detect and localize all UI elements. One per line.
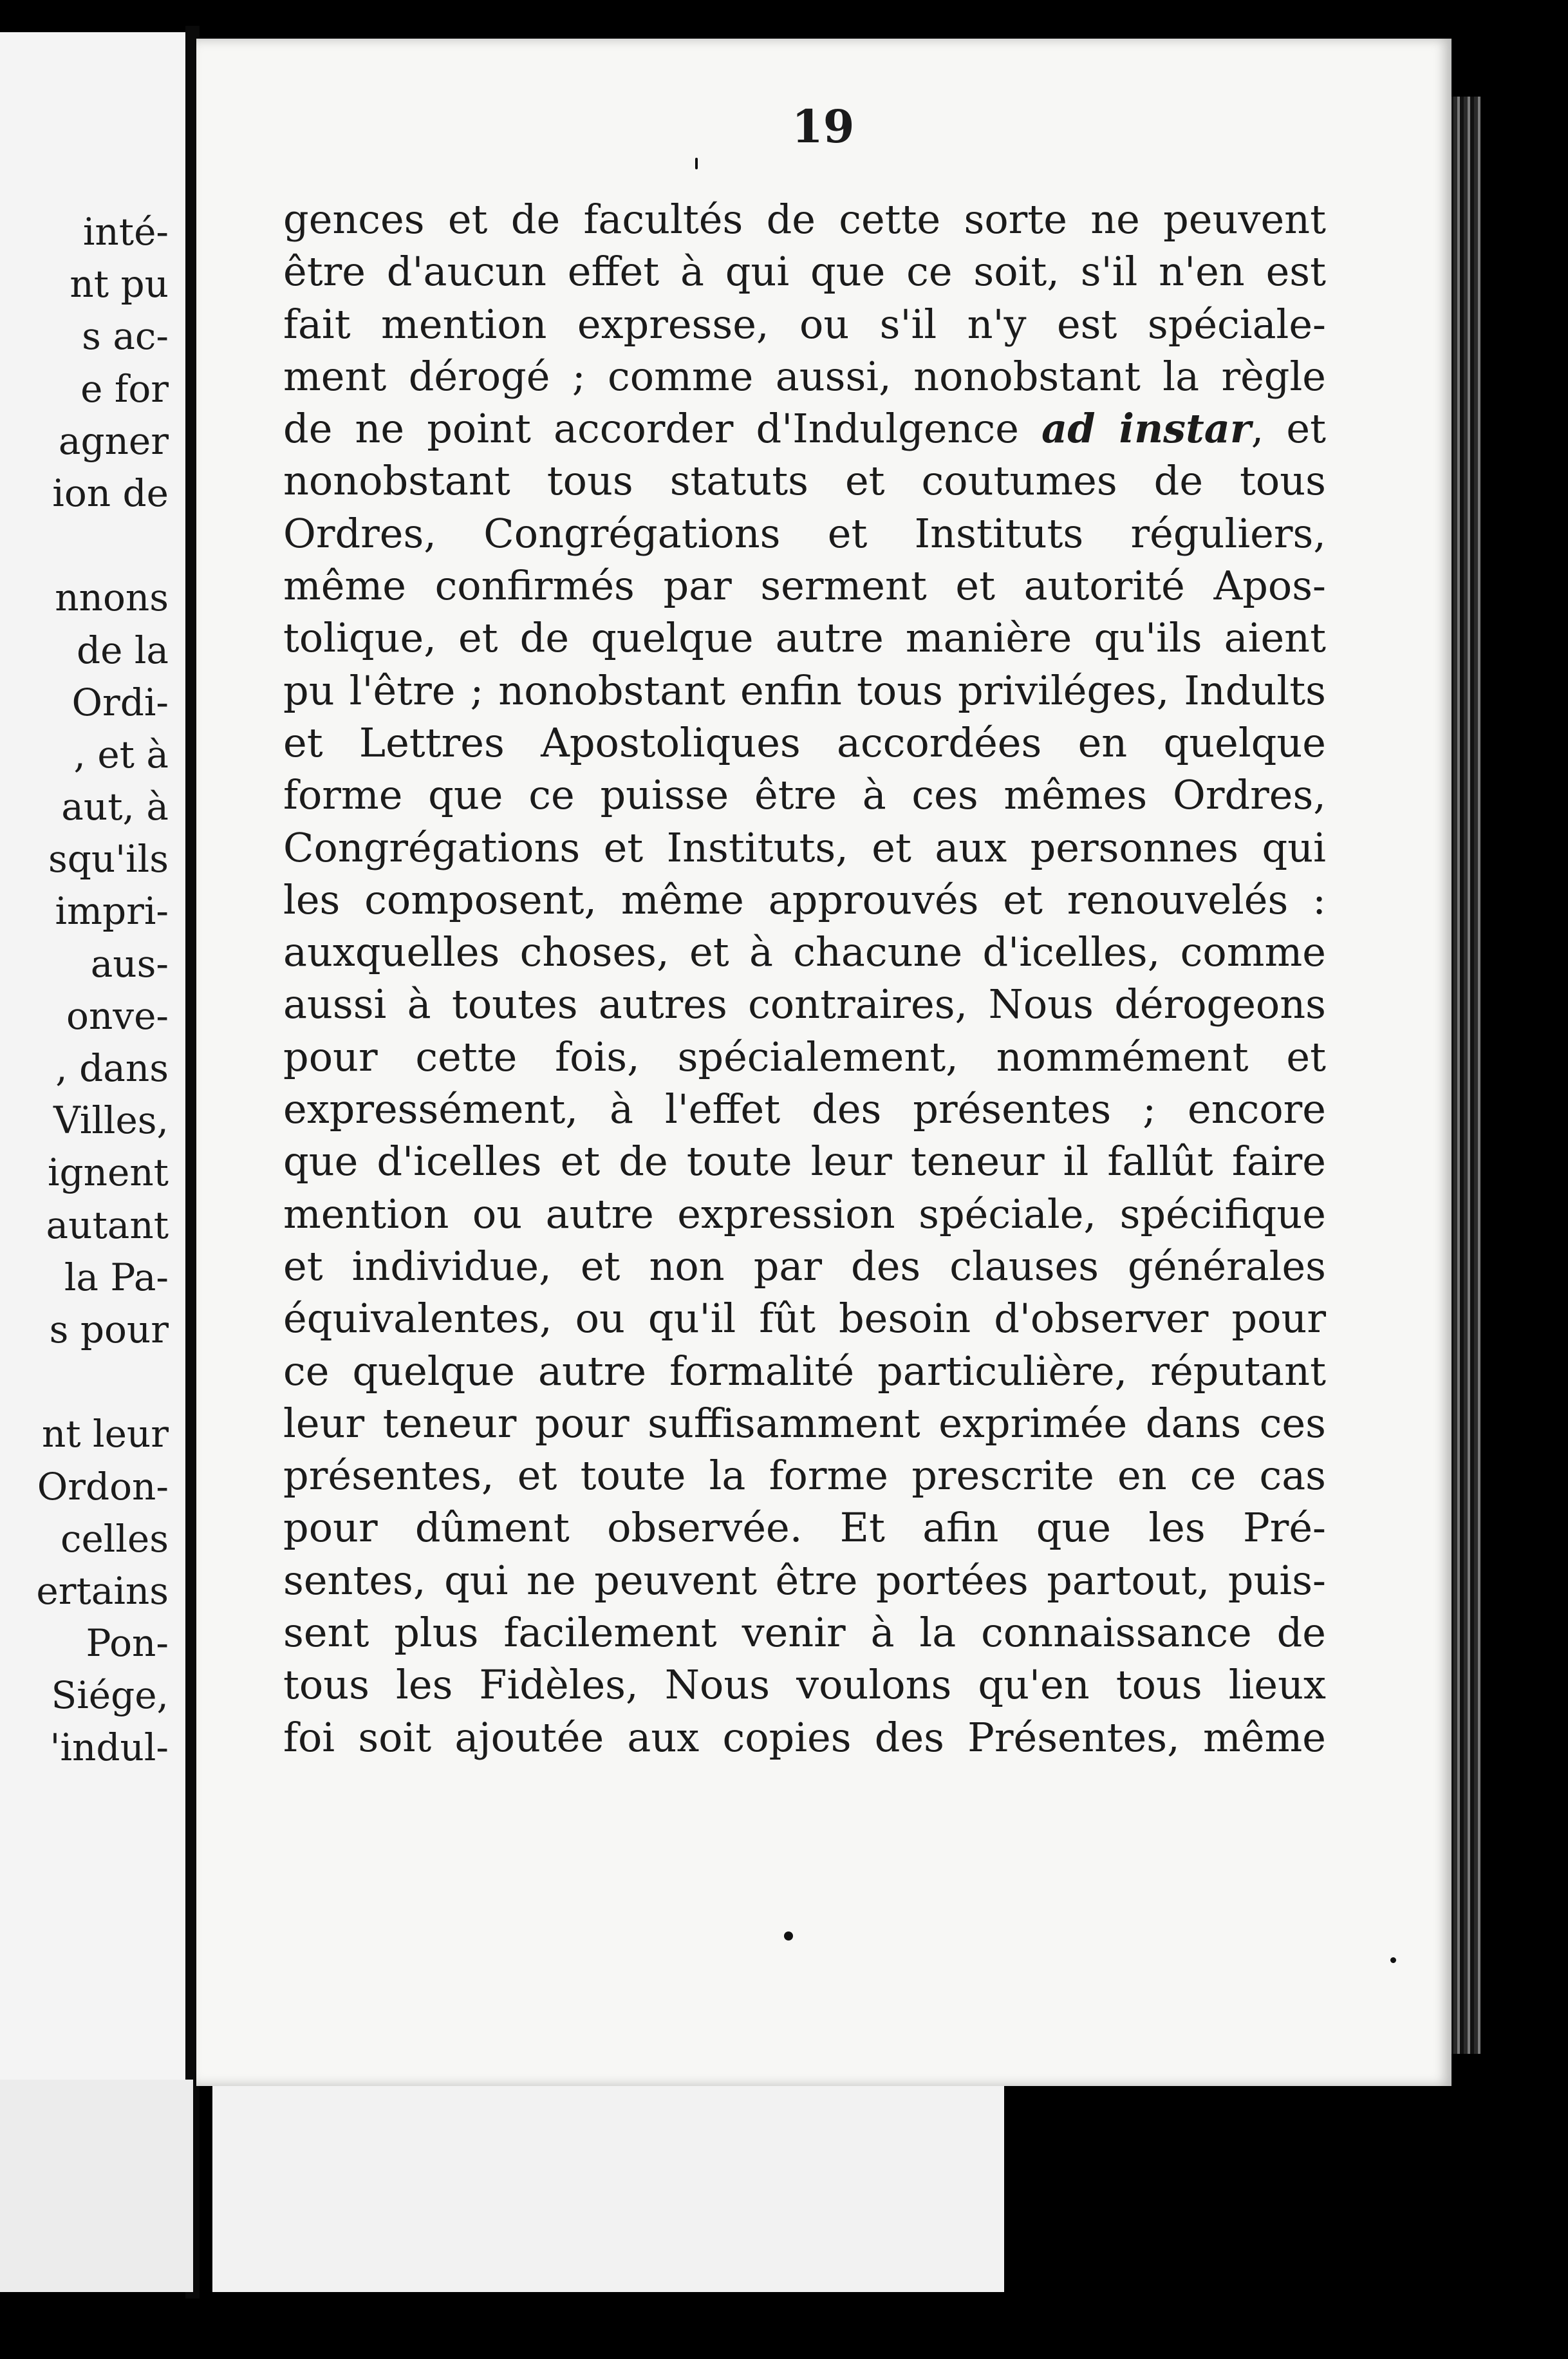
ink-speck [1390,1957,1396,1963]
text-line: et individue, et non par des clauses générales [283,1242,1326,1290]
ink-speck [784,1931,793,1941]
text-line: sentes, qui ne peuvent être portées partout, puis- [283,1556,1326,1604]
left-page [0,32,185,2292]
text-line: nonobstant tous statuts et coutumes de tous [283,457,1326,505]
left-line: aus- [90,941,169,986]
text-line: être d'aucun effet à qui que ce soit, s'il n'en est [283,248,1326,296]
left-line: 'indul- [50,1725,169,1770]
left-line: de la [76,628,169,672]
left-line: celles [61,1516,169,1561]
left-line: Ordi- [71,680,169,724]
text-line: présentes, et toute la forme prescrite en ce cas [283,1452,1326,1499]
text-line: mention ou autre expression spéciale, spécifique [283,1190,1326,1237]
text-line: même confirmés par serment et autorité Apos- [283,562,1326,610]
left-line: s pour [49,1307,169,1351]
text-line: foi soit ajoutée aux copies des Présentes, même [283,1713,1326,1761]
text-line: de ne point accorder d'Indulgence ad instar, et [283,405,1326,453]
left-line: agner [58,418,169,463]
left-line: ion de [52,471,169,515]
text-line: expressément, à l'effet des présentes ; encore [283,1086,1326,1133]
left-line: , et à [73,732,169,776]
left-line: ignent [47,1151,169,1195]
left-line: squ'ils [48,837,169,881]
left-line: aut, à [61,785,169,829]
left-line: Villes, [53,1098,169,1143]
left-line: onve- [66,993,169,1038]
text-line: auxquelles choses, et à chacune d'icelles, comme [283,928,1326,976]
left-line: nt pu [70,262,169,306]
italic-phrase: ad instar [1041,405,1251,453]
left-line: e for [80,366,169,411]
text-line: pour cette fois, spécialement, nommément et [283,1033,1326,1080]
text-line: équivalentes, ou qu'il fût besoin d'observer pour [283,1295,1326,1342]
lower-sheet-left [0,2080,193,2292]
text-line: fait mention expresse, ou s'il n'y est spéciale- [283,300,1326,348]
text-line: aussi à toutes autres contraires, Nous dérogeons [283,981,1326,1028]
text-line: Congrégations et Instituts, et aux personnes qui [283,823,1326,871]
left-line: s ac- [82,314,169,359]
left-line: Siége, [51,1673,169,1718]
text-line: tous les Fidèles, Nous voulons qu'en tous lieux [283,1661,1326,1709]
left-line: la Pa- [64,1255,169,1299]
left-line: impri- [55,889,169,934]
text-line: tolique, et de quelque autre manière qu'ils aient [283,614,1326,662]
text-line: ment dérogé ; comme aussi, nonobstant la règle [283,352,1326,400]
left-line: inté- [82,210,169,254]
left-line: autant [46,1203,169,1247]
left-line: Pon- [86,1621,169,1666]
text-line: pu l'être ; nonobstant enfin tous priviléges, Indults [283,666,1326,714]
page-body-text [283,193,1326,1763]
left-line: nnons [55,576,169,620]
text-line: Ordres, Congrégations et Instituts réguliers, [283,509,1326,557]
text-line: forme que ce puisse être à ces mêmes Ordres, [283,771,1326,819]
left-line: , dans [55,1046,169,1090]
left-line: nt leur [41,1412,169,1456]
text-line: que d'icelles et de toute leur teneur il fallût faire [283,1138,1326,1185]
left-page-text [0,206,169,1774]
left-line: ertains [36,1568,169,1613]
ink-speck [695,158,698,169]
text-line: leur teneur pour suffisamment exprimée dans ces [283,1399,1326,1447]
lower-sheet-right [212,2080,1004,2292]
text-line: sent plus facilement venir à la connaissance de [283,1609,1326,1657]
text-line: ce quelque autre formalité particulière, réputant [283,1347,1326,1395]
text-line: les composent, même approuvés et renouvelés : [283,876,1326,923]
text-line: pour dûment observée. Et afin que les Pré- [283,1504,1326,1552]
page-number: 19 [792,100,855,153]
left-line: Ordon- [37,1464,169,1508]
text-line: gences et de facultés de cette sorte ne peuvent [283,196,1326,243]
text-line: et Lettres Apostoliques accordées en quelque [283,719,1326,766]
